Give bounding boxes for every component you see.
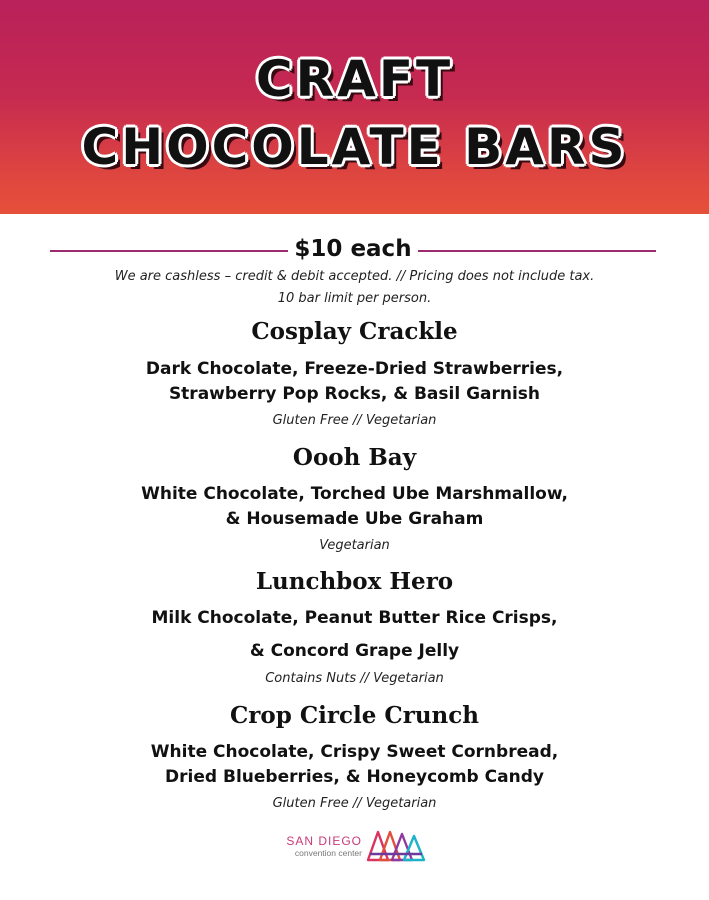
- limit-note: 10 bar limit per person.: [277, 291, 432, 306]
- item-description-line: Strawberry Pop Rocks, & Basil Garnish: [168, 384, 541, 404]
- header-banner: [0, 0, 709, 214]
- item-description-line: & Concord Grape Jelly: [249, 641, 460, 661]
- logo-line1: SAN DIEGO: [286, 834, 362, 848]
- sdcc-triangle-logo-icon: [366, 826, 428, 864]
- item-dietary-tags: Gluten Free // Vegetarian: [272, 796, 437, 811]
- item-description-line: Milk Chocolate, Peanut Butter Rice Crisps,: [151, 608, 558, 628]
- item-name: Crop Circle Crunch: [230, 702, 479, 729]
- item-description-line: Dried Blueberries, & Honeycomb Candy: [165, 767, 544, 787]
- item-description-line: & Housemade Ube Graham: [225, 509, 484, 529]
- logo-line2: convention center: [294, 848, 362, 858]
- logo-wordmark: [282, 834, 362, 858]
- price-label: $10 each: [294, 236, 412, 262]
- item-name: Cosplay Crackle: [251, 318, 458, 345]
- item-name: Oooh Bay: [292, 444, 417, 471]
- item-description-line: White Chocolate, Crispy Sweet Cornbread,: [150, 742, 559, 762]
- venue-logo: [282, 826, 432, 866]
- item-dietary-tags: Gluten Free // Vegetarian: [272, 413, 437, 428]
- payment-note: We are cashless – credit & debit accepted. // Pricing does not include tax.: [114, 269, 595, 284]
- item-name: Lunchbox Hero: [255, 568, 454, 595]
- divider-left: [50, 250, 288, 252]
- item-description-line: White Chocolate, Torched Ube Marshmallow,: [141, 484, 568, 504]
- divider-right: [418, 250, 656, 252]
- item-dietary-tags: Contains Nuts // Vegetarian: [265, 671, 444, 686]
- page-title-line1: CRAFT: [255, 50, 454, 108]
- item-dietary-tags: Vegetarian: [319, 538, 390, 553]
- page-title-line2: CHOCOLATE BARS: [81, 118, 628, 176]
- item-description-line: Dark Chocolate, Freeze-Dried Strawberries,: [145, 359, 564, 379]
- price-row: [0, 236, 709, 266]
